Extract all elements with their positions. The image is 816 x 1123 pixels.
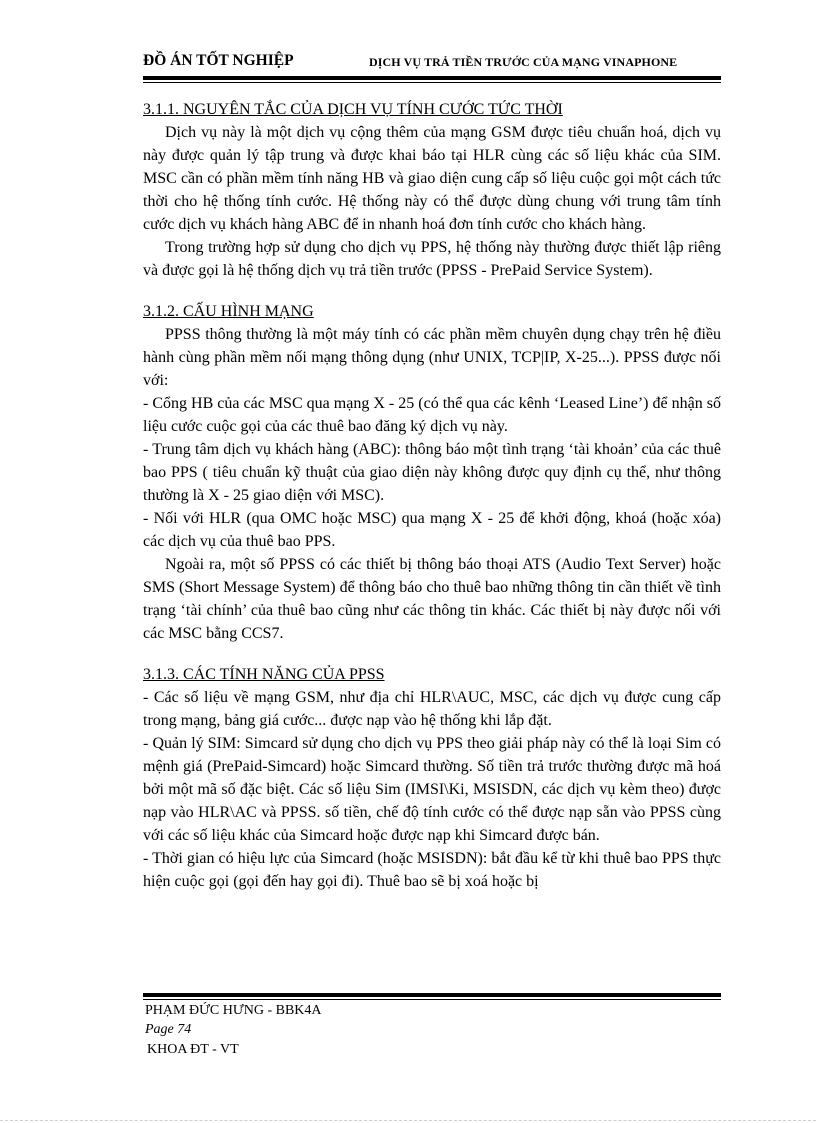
list-item: - Nối với HLR (qua OMC hoặc MSC) qua mạng X - 25 để khởi động, khoá (hoặc xóa) các dịch vụ của thuê bao PPS. bbox=[143, 510, 721, 550]
list-item: - Các số liệu về mạng GSM, như địa chỉ HLR\AUC, MSC, các dịch vụ được cung cấp trong mạng, bảng giá cước... được nạp vào hệ thống khi lắp đặt. bbox=[143, 689, 721, 729]
list-item: - Thời gian có hiệu lực của Simcard (hoặc MSISDN): bắt đầu kể từ khi thuê bao PPS thực hiện cuộc gọi (gọi đến hay gọi đi). Thuê bao sẽ bị xoá hoặc bị bbox=[143, 850, 721, 890]
paragraph: Ngoài ra, một số PPSS có các thiết bị thông báo thoại ATS (Audio Text Server) hoặc SMS (Short Message System) để thông báo cho thuê bao những thông tin cần thiết về tình trạng ‘tài chính’ của thuê bao cũng như các thông tin khác. Các thiết bị này được nối với các MSC bằng CCS7. bbox=[143, 556, 721, 642]
footer-department: KHOA ĐT - VT bbox=[147, 1042, 239, 1057]
page-body bbox=[143, 98, 721, 911]
section-3-1-3 bbox=[143, 663, 721, 893]
footer-page-number: Page 74 bbox=[145, 1022, 192, 1037]
footer-divider-thin bbox=[143, 999, 721, 1000]
section-heading: 3.1.1. NGUYÊN TẮC CỦA DỊCH VỤ TÍNH CƯỚC TỨC THỜI bbox=[143, 101, 563, 118]
header-divider-thick bbox=[143, 76, 721, 80]
header-topic-title: DỊCH VỤ TRẢ TIỀN TRƯỚC CỦA MẠNG VINAPHONE bbox=[369, 55, 678, 69]
paragraph: PPSS thông thường là một máy tính có các phần mềm chuyên dụng chạy trên hệ điều hành cùng phần mềm nối mạng thông dụng (như UNIX, TCP|IP, X-25...). PPSS được nối với: bbox=[143, 326, 721, 389]
section-3-1-2 bbox=[143, 300, 721, 645]
footer-divider-thick bbox=[143, 993, 721, 997]
section-heading: 3.1.2. CẤU HÌNH MẠNG bbox=[143, 303, 314, 320]
list-item: - Cổng HB của các MSC qua mạng X - 25 (có thể qua các kênh ‘Leased Line’) để nhận số liệu cước cuộc gọi của các thuê bao đăng ký dịch vụ này. bbox=[143, 395, 721, 435]
footer-author: PHẠM ĐỨC HƯNG - BBK4A bbox=[145, 1003, 322, 1018]
paragraph: Dịch vụ này là một dịch vụ cộng thêm của mạng GSM được tiêu chuẩn hoá, dịch vụ này được quản lý tập trung và được khai báo tại HLR cùng các số liệu khác của SIM. MSC cần có phần mềm tính năng HB và giao diện cung cấp số liệu cuộc gọi một cách tức thời cho hệ thống tính cước. Hệ thống này có thể được dùng chung với trung tâm tính cước dịch vụ khách hàng ABC để in nhanh hoá đơn tính cước cho khách hàng. bbox=[143, 124, 721, 233]
header-thesis-title: ĐỒ ÁN TỐT NGHIỆP bbox=[143, 52, 294, 69]
page-bottom-border bbox=[0, 1120, 816, 1121]
section-3-1-1 bbox=[143, 98, 721, 282]
list-item: - Trung tâm dịch vụ khách hàng (ABC): thông báo một tình trạng ‘tài khoản’ của các thuê bao PPS ( tiêu chuẩn kỹ thuật của giao diện này không được quy định cụ thể, như thông thường là X - 25 giao diện với MSC). bbox=[143, 441, 721, 504]
paragraph: Trong trường hợp sử dụng cho dịch vụ PPS, hệ thống này thường được thiết lập riêng và được gọi là hệ thống dịch vụ trả tiền trước (PPSS - PrePaid Service System). bbox=[143, 239, 721, 279]
header-divider-thin bbox=[143, 82, 721, 83]
section-heading: 3.1.3. CÁC TÍNH NĂNG CỦA PPSS bbox=[143, 666, 385, 683]
list-item: - Quản lý SIM: Simcard sử dụng cho dịch vụ PPS theo giải pháp này có thể là loại Sim có mệnh giá (PrePaid-Simcard) hoặc Simcard thường. Số tiền trả trước thường được mã hoá bởi một mã số đặc biệt. Các số liệu Sim (IMSI\Ki, MSISDN, các dịch vụ kèm theo) được nạp vào HLR\AC và PPSS. số tiền, chế độ tính cước có thể được nạp sẵn vào PPSS cùng với các số liệu khác của Simcard hoặc được nạp khi Simcard được bán. bbox=[143, 735, 721, 844]
page-header bbox=[143, 50, 721, 74]
